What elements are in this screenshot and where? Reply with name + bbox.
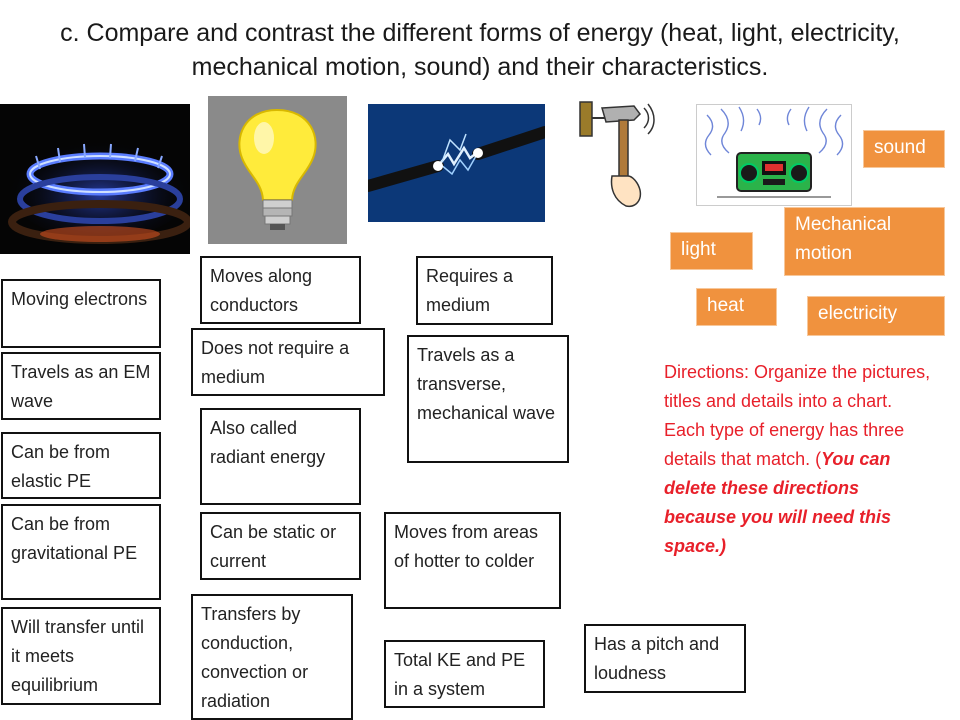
detail-transfers-by[interactable]: Transfers by conduction, convection or radiation (191, 594, 353, 720)
directions-text (664, 358, 934, 561)
detail-elastic-pe[interactable]: Can be from elastic PE (1, 432, 161, 499)
detail-requires-medium[interactable]: Requires a medium (416, 256, 553, 325)
detail-equilibrium[interactable]: Will transfer until it meets equilibrium (1, 607, 161, 705)
detail-transverse-wave[interactable]: Travels as a transverse, mechanical wave (407, 335, 569, 463)
page-title: c. Compare and contrast the different forms of energy (heat, light, electricity, mechanical motion, sound) and their characteristics. (60, 19, 900, 81)
radio-sound-image[interactable] (696, 104, 852, 206)
spark-icon (368, 104, 545, 222)
lightbulb-icon (208, 96, 347, 244)
detail-static-current[interactable]: Can be static or current (200, 512, 361, 580)
hammer-icon (572, 96, 658, 216)
light-bulb-image[interactable] (208, 96, 347, 244)
gas-flame-image[interactable] (0, 104, 190, 254)
detail-moving-electrons[interactable]: Moving electrons (1, 279, 161, 348)
detail-radiant-energy[interactable]: Also called radiant energy (200, 408, 361, 505)
detail-gravitational-pe[interactable]: Can be from gravitational PE (1, 504, 161, 600)
detail-travels-em-wave[interactable]: Travels as an EM wave (1, 352, 161, 420)
detail-total-ke-pe[interactable]: Total KE and PE in a system (384, 640, 545, 708)
directions-emphasis: You can delete these directions because you will need this space.) (664, 449, 892, 556)
tag-electricity[interactable]: electricity (807, 296, 945, 336)
electric-spark-image[interactable] (368, 104, 545, 222)
tag-mechanical-motion[interactable]: Mechanical motion (784, 207, 945, 276)
tag-heat[interactable]: heat (696, 288, 777, 326)
directions-normal: Directions: Organize the pictures, titles and details into a chart. Each type of energy has three details that match. ( (664, 362, 931, 469)
detail-no-medium[interactable]: Does not require a medium (191, 328, 385, 396)
detail-moves-conductors[interactable]: Moves along conductors (200, 256, 361, 324)
hammer-image[interactable] (572, 96, 658, 216)
speaker-icon (697, 105, 851, 205)
detail-pitch-loudness[interactable]: Has a pitch and loudness (584, 624, 746, 693)
tag-sound[interactable]: sound (863, 130, 945, 168)
flame-icon (0, 104, 190, 254)
tag-light[interactable]: light (670, 232, 753, 270)
detail-hotter-colder[interactable]: Moves from areas of hotter to colder (384, 512, 561, 609)
